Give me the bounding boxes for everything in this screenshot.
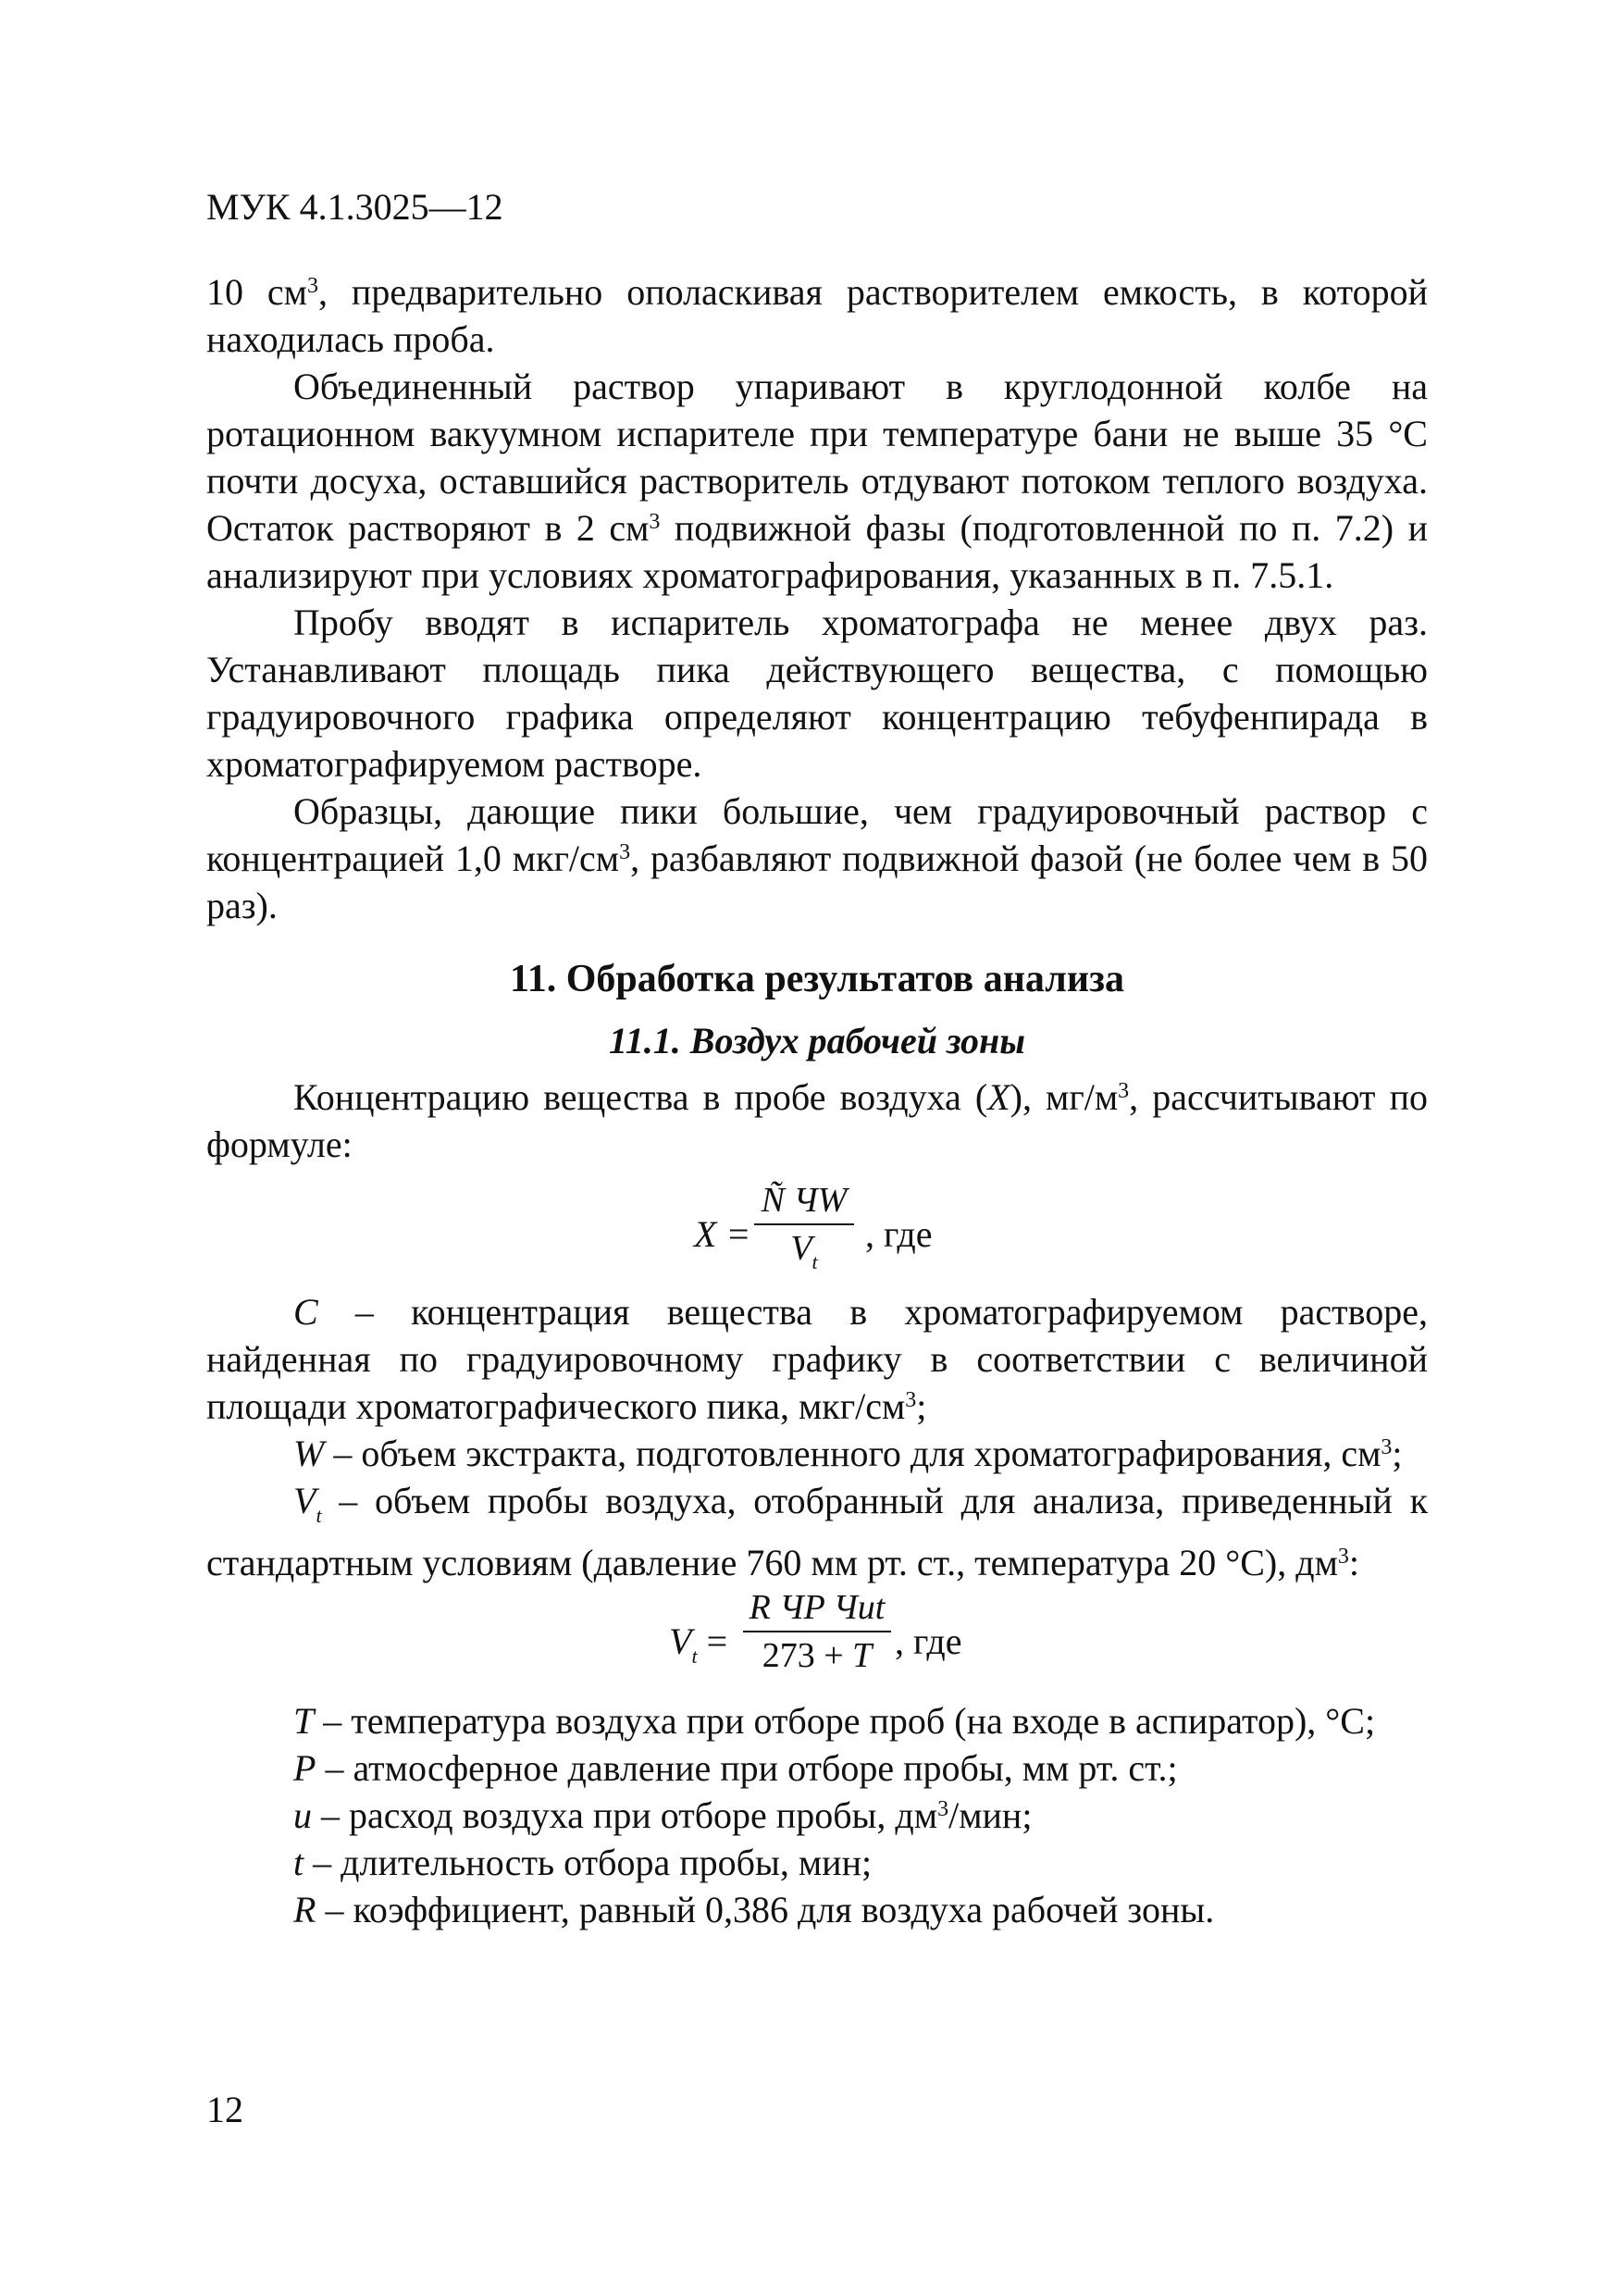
denominator-number: 273 + bbox=[762, 1636, 844, 1675]
fraction bbox=[743, 1586, 891, 1677]
symbol: W bbox=[293, 1433, 325, 1474]
symbol: t bbox=[293, 1842, 304, 1883]
symbol: T bbox=[293, 1700, 315, 1742]
formula-volume bbox=[206, 1586, 1428, 1697]
paragraph-injection: Пробу вводят в испаритель хроматографа не менее двух раз. Устанавливают площадь пика действующего вещества, с помощью градуировочного графика определяют концентрацию тебуфенпирада в хроматографируемом растворе. bbox=[206, 602, 1428, 785]
superscript: 3 bbox=[1381, 1435, 1393, 1459]
paragraph-formula-intro bbox=[206, 1074, 1428, 1168]
fraction-numerator: R ЧP Чut bbox=[749, 1588, 886, 1627]
text-run: – коэффициент, равный 0,386 для воздуха рабочей зоны. bbox=[316, 1889, 1215, 1930]
symbol: С bbox=[293, 1291, 318, 1333]
text-run: 10 см bbox=[206, 271, 307, 313]
paragraph-dilution bbox=[206, 788, 1428, 929]
fraction-bar bbox=[743, 1631, 891, 1632]
symbol-x: Х bbox=[987, 1076, 1010, 1118]
formula-suffix: , где bbox=[865, 1213, 933, 1255]
text-run: – объем экстракта, подготовленного для хроматографирования, см bbox=[324, 1433, 1381, 1474]
definition-c bbox=[206, 1288, 1428, 1430]
denominator-symbol: T bbox=[852, 1636, 873, 1675]
subscript: t bbox=[316, 1504, 322, 1527]
definition-duration bbox=[206, 1839, 1428, 1886]
superscript: 3 bbox=[937, 1797, 949, 1821]
subscript: t bbox=[691, 1644, 698, 1668]
definition-vt bbox=[206, 1477, 1428, 1586]
text-run: – концентрация вещества в хроматографируемом растворе, найденная по градуировочному графику в соответствии с величиной площади хроматографического пика, мкг/см bbox=[206, 1291, 1428, 1427]
superscript: 3 bbox=[619, 840, 631, 864]
subsection-heading: 11.1. Воздух рабочей зоны bbox=[609, 1020, 1025, 1061]
paragraph-evaporation bbox=[206, 363, 1428, 599]
fraction-bar bbox=[754, 1223, 854, 1225]
text-run: ), мг/м bbox=[1010, 1076, 1119, 1118]
text-run: – расход воздуха при отборе пробы, дм bbox=[312, 1794, 938, 1836]
main-text bbox=[206, 268, 1428, 1933]
fraction-denominator bbox=[743, 1634, 891, 1677]
symbol: V bbox=[293, 1480, 316, 1521]
text-run: – атмосферное давление при отборе пробы, мм рт. ст.; bbox=[316, 1747, 1178, 1789]
fraction-numerator: Ñ ЧW bbox=[761, 1181, 848, 1220]
definition-u bbox=[206, 1792, 1428, 1839]
page-number: 12 bbox=[206, 2089, 243, 2130]
paragraph-continuation bbox=[206, 268, 1428, 363]
subscript: t bbox=[812, 1250, 818, 1273]
definition-r bbox=[206, 1886, 1428, 1933]
variable-definitions bbox=[206, 1697, 1428, 1933]
symbol: P bbox=[293, 1747, 316, 1789]
superscript: 3 bbox=[1118, 1079, 1130, 1103]
definition-p bbox=[206, 1744, 1428, 1792]
definition-w bbox=[206, 1430, 1428, 1477]
text-run: , разбавляют подвижной фазой (не более чем в 50 раз). bbox=[206, 838, 1428, 926]
definitions-block bbox=[206, 1288, 1428, 1586]
document-code-header: МУК 4.1.3025—12 bbox=[206, 186, 503, 228]
formula-suffix: , где bbox=[895, 1620, 962, 1662]
superscript: 3 bbox=[307, 274, 318, 298]
text-run: – температура воздуха при отборе проб (на входе в аспиратор), °С; bbox=[314, 1700, 1376, 1742]
lhs-symbol: V bbox=[669, 1620, 692, 1662]
text-run: Концентрацию вещества в пробе воздуха ( bbox=[293, 1076, 988, 1118]
formula-lhs bbox=[669, 1618, 727, 1680]
text-run: , предварительно ополаскивая растворителем емкость, в которой находилась проба. bbox=[206, 271, 1428, 360]
section-heading: 11. Обработка результатов анализа bbox=[510, 958, 1124, 1000]
formula-concentration bbox=[206, 1168, 1428, 1288]
text-run: ; bbox=[1392, 1433, 1403, 1474]
symbol: u bbox=[293, 1794, 312, 1836]
fraction bbox=[754, 1179, 854, 1273]
text-run: – длительность отбора пробы, мин; bbox=[304, 1842, 873, 1883]
symbol: R bbox=[293, 1889, 316, 1930]
equals-sign: = bbox=[706, 1620, 728, 1662]
superscript: 3 bbox=[649, 510, 661, 534]
text-run: ; bbox=[916, 1385, 927, 1427]
denominator-symbol: V bbox=[790, 1229, 812, 1268]
definition-t bbox=[206, 1697, 1428, 1744]
fraction-denominator bbox=[754, 1227, 854, 1273]
text-run: – объем пробы воздуха, отобранный для анализа, приведенный к стандартным условиям (давление 760 мм рт. ст., температура 20 °С), дм bbox=[206, 1480, 1428, 1583]
text-run: Объединенный раствор упаривают в круглодонной колбе на ротационном вакуумном испарителе при температуре бани не выше 35 °С почти досуха, оставшийся растворитель отдувают потоком теплого воздуха. Остаток растворяют в 2 см bbox=[206, 366, 1428, 549]
superscript: 3 bbox=[1337, 1545, 1349, 1569]
text-run: Образцы, дающие пики большие, чем градуировочный раствор с концентрацией 1,0 мкг/см bbox=[206, 790, 1428, 879]
text-run: подвижной фазы (подготовленной по п. 7.2) и анализируют при условиях хроматографирования, указанных в п. 7.5.1. bbox=[206, 507, 1428, 596]
text-run: , рассчитывают по формуле: bbox=[206, 1076, 1429, 1165]
text-run: : bbox=[1348, 1542, 1360, 1583]
text-run: /мин; bbox=[948, 1794, 1033, 1836]
formula-lhs: X = bbox=[694, 1213, 751, 1255]
superscript: 3 bbox=[905, 1388, 917, 1412]
